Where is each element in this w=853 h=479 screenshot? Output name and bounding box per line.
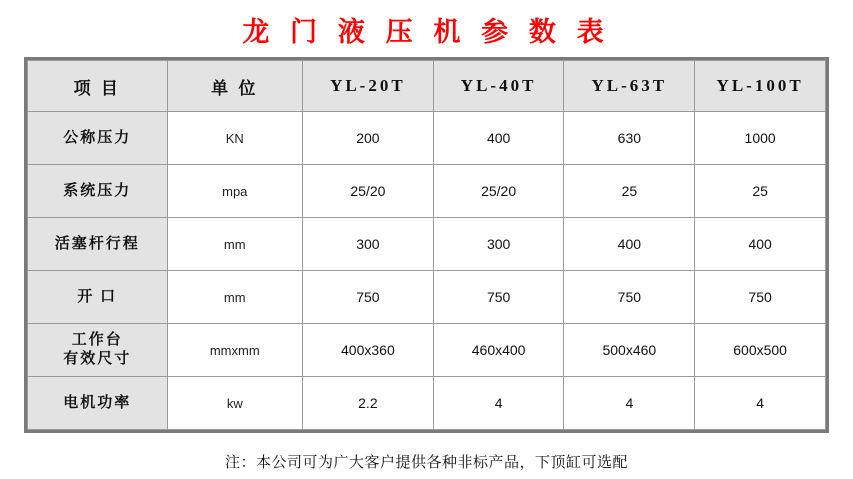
row-unit: KN (167, 112, 303, 165)
cell-value: 25 (695, 165, 826, 218)
cell-value: 25/20 (303, 165, 434, 218)
cell-value: 400 (433, 112, 564, 165)
table-row (28, 112, 826, 165)
column-header-model-20t: YL-20T (303, 61, 434, 112)
table-row (28, 271, 826, 324)
cell-value: 2.2 (303, 377, 434, 430)
table-row (28, 377, 826, 430)
spec-table-container (24, 57, 829, 433)
cell-value: 750 (303, 271, 434, 324)
cell-value: 400 (564, 218, 695, 271)
cell-value: 750 (564, 271, 695, 324)
cell-value: 750 (433, 271, 564, 324)
cell-value: 630 (564, 112, 695, 165)
cell-value: 4 (695, 377, 826, 430)
cell-value: 300 (433, 218, 564, 271)
spec-table (27, 60, 826, 430)
cell-value: 25 (564, 165, 695, 218)
cell-value: 25/20 (433, 165, 564, 218)
column-header-model-40t: YL-40T (433, 61, 564, 112)
cell-value: 4 (433, 377, 564, 430)
cell-value: 750 (695, 271, 826, 324)
column-header-model-100t: YL-100T (695, 61, 826, 112)
cell-value: 500x460 (564, 324, 695, 377)
cell-value: 460x400 (433, 324, 564, 377)
table-row (28, 165, 826, 218)
row-label: 活塞杆行程 (28, 218, 168, 271)
cell-value: 400x360 (303, 324, 434, 377)
row-unit: mmxmm (167, 324, 303, 377)
row-unit: mpa (167, 165, 303, 218)
column-header-item: 项 目 (28, 61, 168, 112)
row-label-line2: 有效尺寸 (63, 351, 132, 367)
row-label: 系统压力 (28, 165, 168, 218)
row-label-line1: 工作台 (71, 332, 123, 349)
cell-value: 1000 (695, 112, 826, 165)
cell-value: 400 (695, 218, 826, 271)
cell-value: 300 (303, 218, 434, 271)
footnote: 注：本公司可为广大客户提供各种非标产品，下顶缸可选配 (224, 455, 628, 471)
table-row (28, 218, 826, 271)
row-unit: kw (167, 377, 303, 430)
column-header-model-63t: YL-63T (564, 61, 695, 112)
row-label: 公称压力 (28, 112, 168, 165)
table-header-row (28, 61, 826, 112)
row-label (28, 324, 168, 377)
page-title: 龙 门 液 压 机 参 数 表 (242, 17, 611, 47)
cell-value: 600x500 (695, 324, 826, 377)
table-row (28, 324, 826, 377)
table-body (28, 112, 826, 430)
table-header (28, 61, 826, 112)
row-label: 电机功率 (28, 377, 168, 430)
column-header-unit: 单 位 (167, 61, 303, 112)
row-unit: mm (167, 271, 303, 324)
cell-value: 4 (564, 377, 695, 430)
cell-value: 200 (303, 112, 434, 165)
row-unit: mm (167, 218, 303, 271)
row-label: 开 口 (28, 271, 168, 324)
